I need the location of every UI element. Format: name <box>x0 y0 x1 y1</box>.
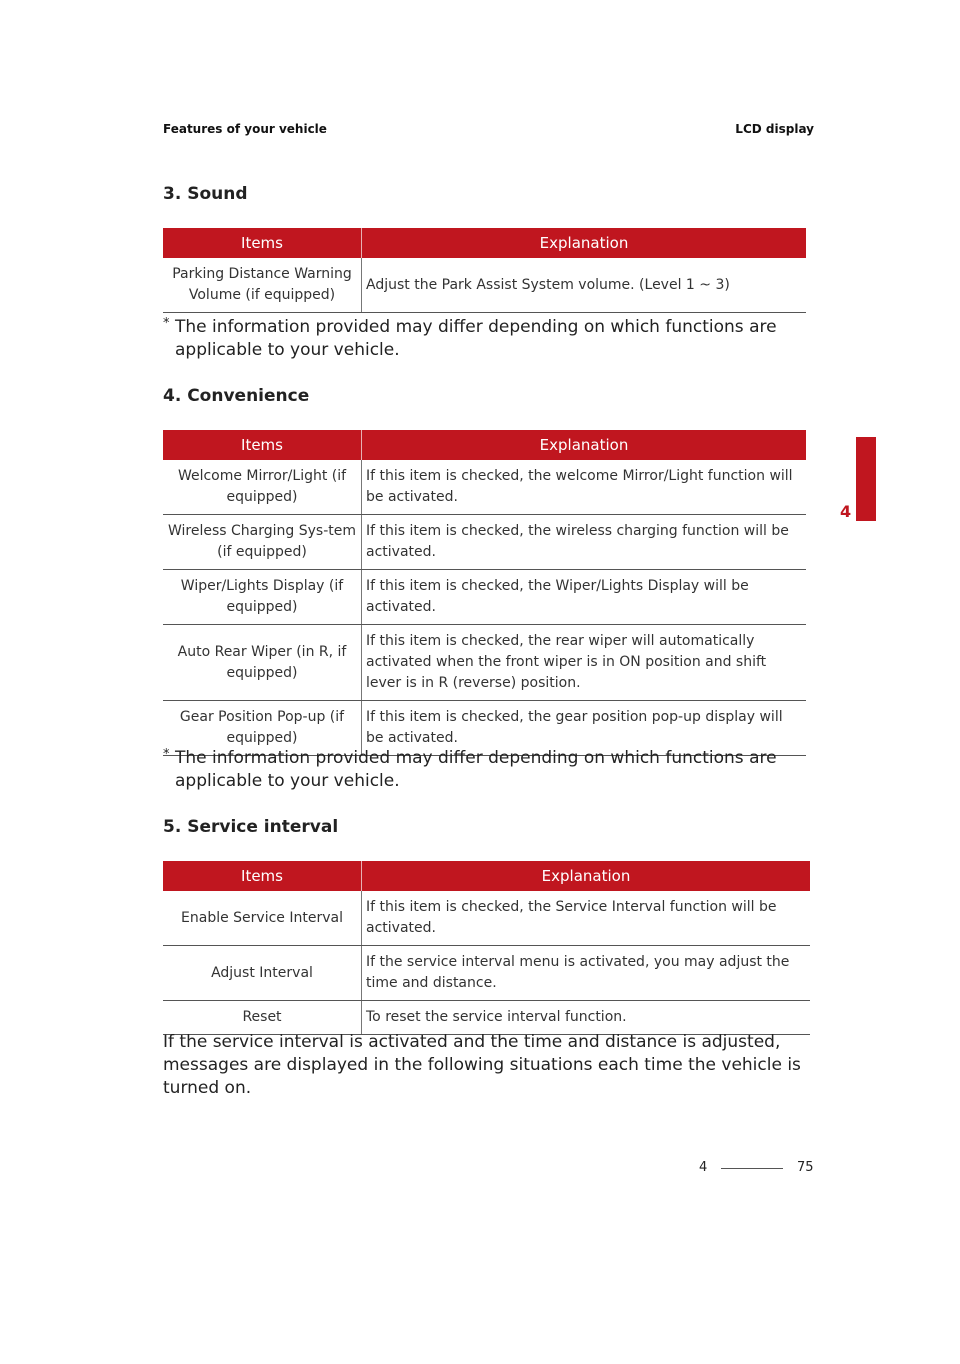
table-cell-item: Welcome Mirror/Light (if equipped) <box>163 460 362 515</box>
column-header-explanation: Explanation <box>362 430 807 460</box>
table-cell-item: Reset <box>163 1001 362 1035</box>
footnote-text: The information provided may differ depending on which functions are applicable to your vehicle. <box>175 748 777 791</box>
table-row <box>163 258 806 313</box>
running-header-section: Features of your vehicle <box>163 122 327 136</box>
closing-paragraph: If the service interval is activated and the time and distance is adjusted, messages are displayed in the following situations each time the vehicle is turned on. <box>163 1032 801 1098</box>
table-cell-explanation: If this item is checked, the wireless charging function will be activated. <box>362 515 807 570</box>
table-cell-item: Enable Service Interval <box>163 891 362 946</box>
table-cell-explanation: If this item is checked, the Service Interval function will be activated. <box>362 891 811 946</box>
footer-chapter-number: 4 <box>699 1160 708 1175</box>
table-cell-explanation: If this item is checked, the welcome Mirror/Light function will be activated. <box>362 460 807 515</box>
column-header-items: Items <box>163 861 362 891</box>
footer-page-number: 75 <box>797 1160 814 1175</box>
section-title-sound: 3. Sound <box>163 184 248 204</box>
table-cell-item: Wireless Charging Sys-tem (if equipped) <box>163 515 362 570</box>
footnote-convenience <box>163 747 825 793</box>
table-cell-explanation: If the service interval menu is activated, you may adjust the time and distance. <box>362 946 811 1001</box>
table-row <box>163 515 806 570</box>
section-title-convenience: 4. Convenience <box>163 386 310 406</box>
sound-table <box>163 228 806 313</box>
footer-divider <box>721 1168 783 1169</box>
table-row <box>163 1001 810 1035</box>
column-header-explanation: Explanation <box>362 861 811 891</box>
table-header-row <box>163 430 806 460</box>
chapter-tab-number: 4 <box>840 502 852 521</box>
table-cell-explanation: If this item is checked, the gear position pop-up display will be activated. <box>362 701 807 756</box>
table-cell-explanation: If this item is checked, the Wiper/Lights Display will be activated. <box>362 570 807 625</box>
table-row <box>163 891 810 946</box>
column-header-items: Items <box>163 430 362 460</box>
table-cell-explanation: To reset the service interval function. <box>362 1001 811 1035</box>
running-header-topic: LCD display <box>735 122 814 136</box>
table-cell-item: Wiper/Lights Display (if equipped) <box>163 570 362 625</box>
table-row <box>163 460 806 515</box>
table-header-row <box>163 228 806 258</box>
footnote-marker: * <box>163 316 170 331</box>
table-row <box>163 946 810 1001</box>
table-header-row <box>163 861 810 891</box>
table-cell-explanation: If this item is checked, the rear wiper will automatically activated when the front wiper is in ON position and shift lever is in R (reverse) position. <box>362 625 807 701</box>
table-row <box>163 625 806 701</box>
footnote-sound <box>163 316 825 362</box>
table-cell-explanation: Adjust the Park Assist System volume. (Level 1 ~ 3) <box>362 258 807 313</box>
footnote-marker: * <box>163 747 170 762</box>
column-header-explanation: Explanation <box>362 228 807 258</box>
table-row <box>163 570 806 625</box>
column-header-items: Items <box>163 228 362 258</box>
table-cell-item: Gear Position Pop-up (if equipped) <box>163 701 362 756</box>
section-title-service-interval: 5. Service interval <box>163 817 339 837</box>
chapter-tab-bar <box>856 437 876 521</box>
service-interval-table <box>163 861 810 1035</box>
footnote-text: The information provided may differ depending on which functions are applicable to your vehicle. <box>175 317 777 360</box>
table-cell-item: Auto Rear Wiper (in R, if equipped) <box>163 625 362 701</box>
convenience-table <box>163 430 806 756</box>
table-cell-item: Adjust Interval <box>163 946 362 1001</box>
table-cell-item: Parking Distance Warning Volume (if equipped) <box>163 258 362 313</box>
